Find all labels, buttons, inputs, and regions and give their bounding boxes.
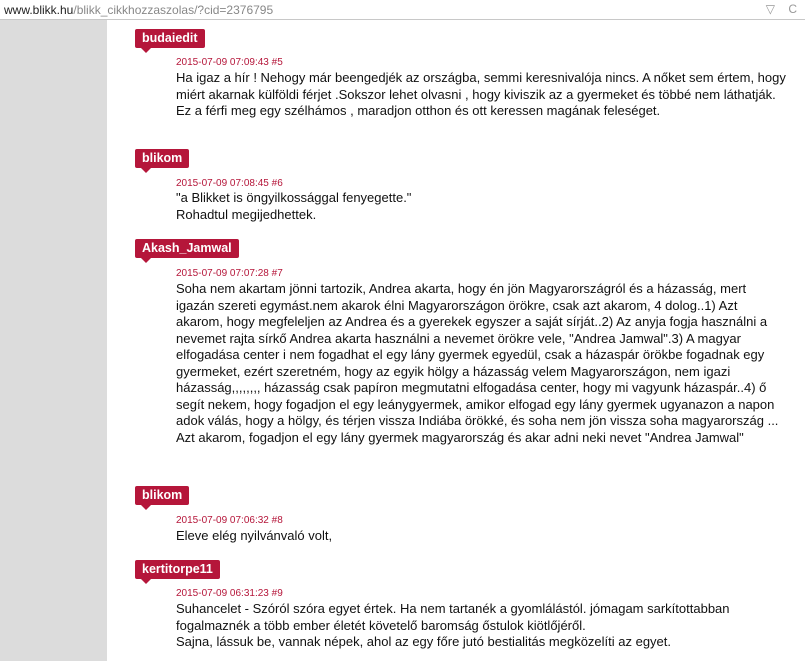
comment-text	[176, 281, 786, 446]
comment-line: Rohadtul megijedhettek.	[176, 206, 317, 222]
comment-line: Soha nem akartam jönni tartozik, Andrea akarta, hogy én jön Magyarországról és a házasság, mert igazán szereti egymást.nem akarok élni Magyarországon örökre, csak azt akarom, 4 dolog..1) Azt akarom, hogy megfeleljen az Andrea és a gyerekek egyszer a saját sírját..2) Az anyja fogja használni a nevemet rajta sírkő Andrea akarta használni a nevemet örökre vele, "Andrea Jamwal".3) A magyar elfogadása center i nem fogadhat el egy lány gyermek egyedül, csak a házaspár örökbe fogadnak egy gyermeket, ezért szeretném, hogy az egyik hölgy a házasság velem Magyarországon, nem igazi házasság,,,,,,,, házasság csak papíron megmutatni elfogadása center, hogy mi vagyunk házaspár..4) ő segít nekem, hogy fogadjon el egy leánygyermek, amikor elfogad egy lány gyermek ugyanazon a napon adok válás, hogy a hölgy, és térjen vissza Indiába örökké, és soha nem jön vissza soha magyarország ... Azt akarom, fogadjon el egy lány gyermek magyarország és akar adni neki nevet "Andrea Jamwal"	[176, 281, 779, 445]
url-host: www.blikk.hu	[4, 3, 74, 17]
address-bar-icons	[756, 2, 797, 16]
comment-text	[176, 528, 786, 545]
comment-meta: 2015-07-09 07:07:28 #7	[176, 268, 283, 279]
comment-meta: 2015-07-09 07:06:32 #8	[176, 515, 283, 526]
url-text[interactable]	[4, 3, 273, 17]
refresh-icon[interactable]: C	[788, 2, 797, 16]
comment-author[interactable]: blikom	[135, 486, 189, 505]
comment-line: Eleve elég nyilvánvaló volt,	[176, 528, 333, 543]
comment-text	[176, 190, 786, 223]
comment-author[interactable]: budaiedit	[135, 29, 205, 48]
url-path: /blikk_cikkhozzaszolas/?cid=2376795	[73, 3, 274, 17]
comment-text	[176, 601, 786, 651]
comment-line: Suhancelet - Szóról szóra egyet értek. Ha nem tartanék a gyomlálástól. jómagam sarkítottabban fogalmaznék a több ember életét követelő baromság őstulok kiötlőjéről.	[176, 601, 730, 633]
comment-line: Sajna, lássuk be, vannak népek, ahol az egy főre jutó bestialitás megközelíti az egyet.	[176, 634, 672, 649]
comment-meta: 2015-07-09 06:31:23 #9	[176, 588, 283, 599]
comments-panel	[107, 20, 805, 661]
chevron-down-icon[interactable]: ▽	[765, 2, 775, 16]
comment-meta: 2015-07-09 07:08:45 #6	[176, 178, 283, 189]
comment-line: "a Blikket is öngyilkossággal fenyegette."	[176, 190, 412, 205]
comment-text	[176, 70, 786, 120]
comment-author[interactable]: blikom	[135, 149, 189, 168]
address-bar[interactable]	[0, 0, 805, 20]
comment-author[interactable]: Akash_Jamwal	[135, 239, 239, 258]
comment-meta: 2015-07-09 07:09:43 #5	[176, 57, 283, 68]
comment-line: Ha igaz a hír ! Nehogy már beengedjék az országba, semmi keresnivalója nincs. A nőket sem értem, hogy miért akarnak külföldi férjet .Sokszor lehet olvasni , hogy kiviszik az a gyermeket és többé nem láthatják. Ez a férfi meg egy szélhámos , maradjon otthon és ott keressen magának feleséget.	[176, 70, 786, 118]
comment-author[interactable]: kertitorpe11	[135, 560, 220, 579]
